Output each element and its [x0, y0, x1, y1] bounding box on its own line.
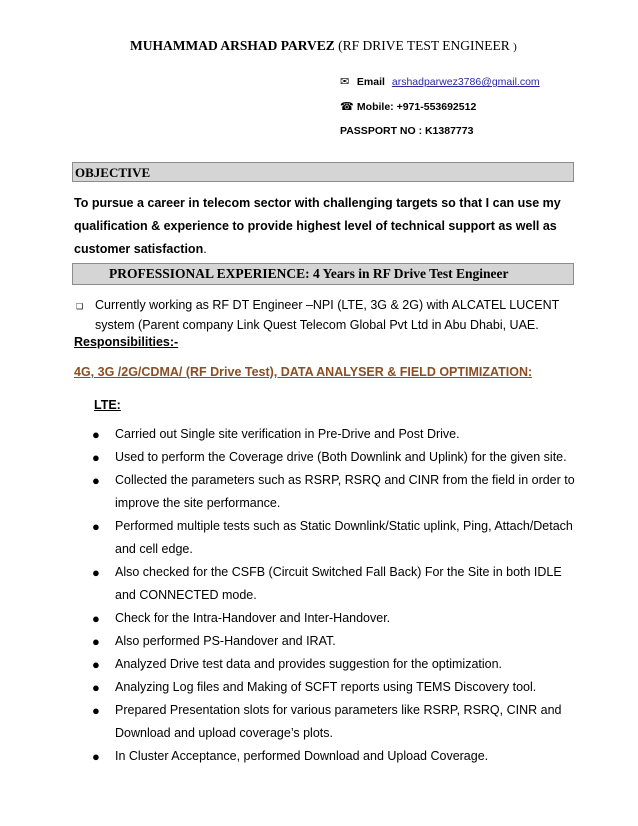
list-item: ● Also checked for the CSFB (Circuit Switched Fall Back) For the Site in both IDLE and CONNECTED mode.	[92, 561, 578, 607]
list-item: ● Also performed PS-Handover and IRAT.	[92, 630, 578, 653]
bullet-icon: ●	[92, 450, 100, 465]
mobile-line	[340, 100, 476, 113]
email-label: Email	[356, 76, 385, 88]
section-title: 4G, 3G /2G/CDMA/ (RF Drive Test), DATA ANALYSER & FIELD OPTIMIZATION:	[74, 365, 533, 379]
objective-period: .	[203, 242, 207, 256]
list-item: ● Analyzing Log files and Making of SCFT reports using TEMS Discovery tool.	[92, 676, 578, 699]
email-line	[340, 75, 540, 88]
responsibilities-label: Responsibilities:-	[74, 335, 179, 349]
list-item: ● Performed multiple tests such as Static Downlink/Static uplink, Ping, Attach/Detach and cell edge.	[92, 515, 578, 561]
list-item: ● Carried out Single site verification in Pre-Drive and Post Drive.	[92, 423, 578, 446]
bullet-icon: ●	[92, 473, 100, 488]
email-link[interactable]: arshadparwez3786@gmail.com	[391, 76, 540, 88]
square-bullet-icon: ❑	[76, 302, 84, 311]
current-position-text: Currently working as RF DT Engineer –NPI (LTE, 3G & 2G) with ALCATEL LUCENT system (Parent company Link Quest Telecom Global Pvt Ltd in Abu Dhabi, UAE.	[95, 298, 560, 332]
lte-bullet-list	[92, 423, 578, 768]
objective-body: To pursue a career in telecom sector with challenging targets so that I can use my qualification & experience to provide highest level of technical support as well as customer satisfaction	[74, 196, 561, 256]
bullet-icon: ●	[92, 634, 100, 649]
list-item: ● Analyzed Drive test data and provides suggestion for the optimization.	[92, 653, 578, 676]
bullet-icon: ●	[92, 565, 100, 580]
list-item: ● Collected the parameters such as RSRP, RSRQ and CINR from the field in order to improve the site performance.	[92, 469, 578, 515]
bullet-icon: ●	[92, 703, 100, 718]
candidate-role: (RF DRIVE TEST ENGINEER	[338, 38, 510, 53]
bullet-icon: ●	[92, 519, 100, 534]
phone-icon: ☎	[340, 101, 354, 113]
objective-text	[74, 192, 574, 261]
current-position	[76, 296, 576, 335]
list-item: ● Prepared Presentation slots for various parameters like RSRP, RSRQ, CINR and Download and upload coverage’s plots.	[92, 699, 578, 745]
passport-text: PASSPORT NO : K1387773	[340, 125, 474, 137]
list-item: ● Check for the Intra-Handover and Inter-Handover.	[92, 607, 578, 630]
candidate-name: MUHAMMAD ARSHAD PARVEZ	[130, 38, 335, 53]
bullet-icon: ●	[92, 680, 100, 695]
list-item: ● Used to perform the Coverage drive (Both Downlink and Uplink) for the given site.	[92, 446, 578, 469]
role-close-paren: )	[513, 41, 517, 53]
experience-heading: PROFESSIONAL EXPERIENCE: 4 Years in RF Drive Test Engineer	[72, 263, 574, 285]
bullet-icon: ●	[92, 427, 100, 442]
bullet-icon: ●	[92, 749, 100, 764]
list-item: ● In Cluster Acceptance, performed Download and Upload Coverage.	[92, 745, 578, 768]
envelope-icon: ✉	[340, 76, 350, 88]
name-heading	[130, 38, 517, 54]
bullet-icon: ●	[92, 657, 100, 672]
bullet-icon: ●	[92, 611, 100, 626]
mobile-text: Mobile: +971-553692512	[356, 101, 477, 113]
lte-label: LTE:	[94, 398, 121, 412]
objective-heading: OBJECTIVE	[72, 162, 574, 182]
passport-line	[340, 125, 473, 137]
